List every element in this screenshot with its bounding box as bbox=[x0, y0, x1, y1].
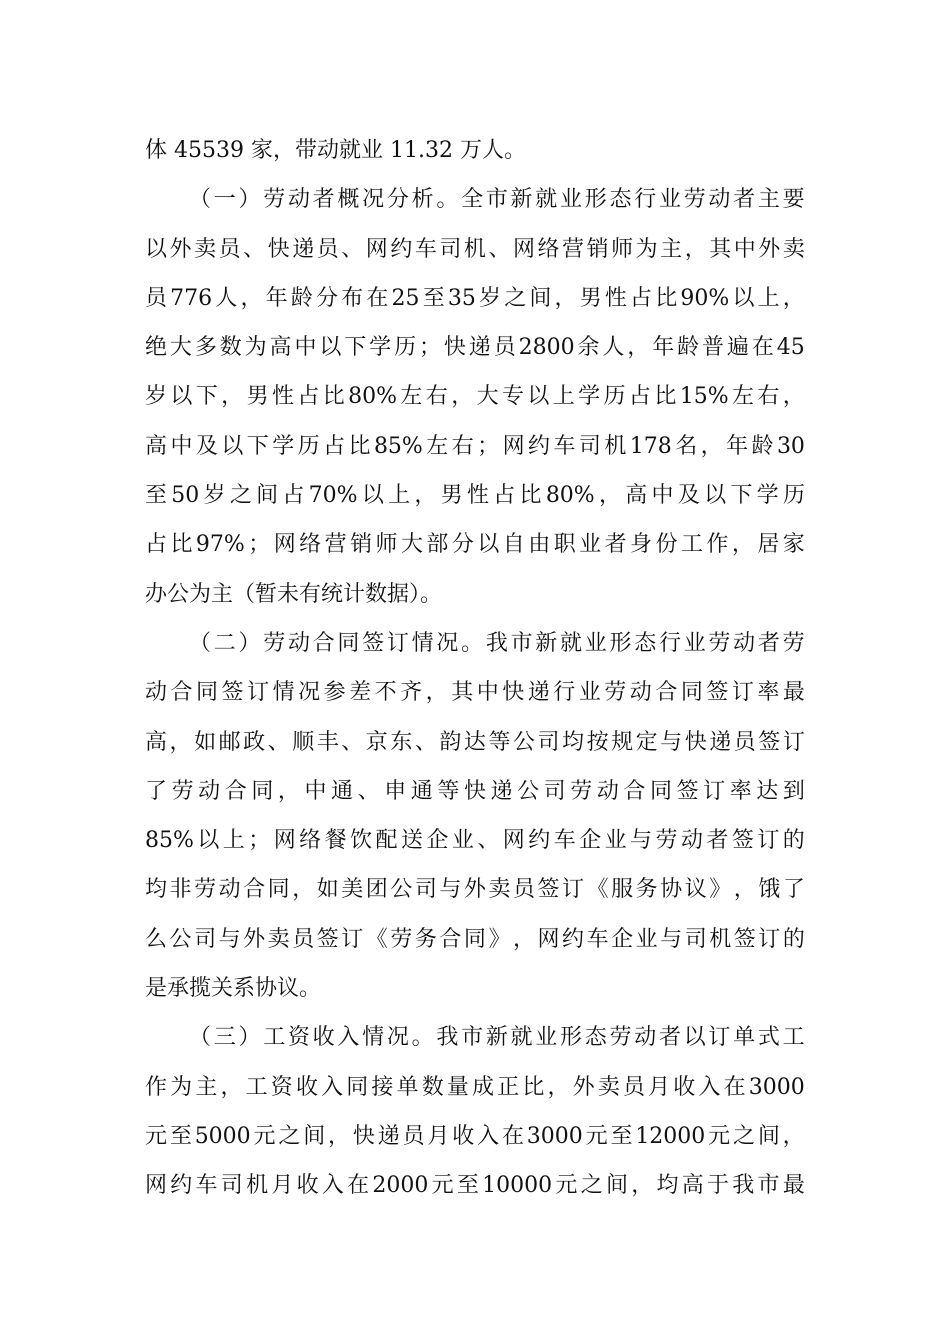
text-line: 办公为主（暂未有统计数据）。 bbox=[145, 581, 443, 607]
text-line: 员 776 人 ， 年 龄 分 布 在 25 至 35 岁 之 间 ， 男 性 占 比 90% 以 上 ， bbox=[145, 285, 805, 311]
text-line: 作 为 主 ， 工 资 收 入 同 接 单 数 量 成 正 比 ， 外 卖 员 月 收 入 在 3000 bbox=[145, 1074, 805, 1100]
paragraph bbox=[145, 126, 805, 175]
text-line: 岁 以 下 ， 男 性 占 比 80% 左 右 ， 大 专 以 上 学 历 占 比 15% 左 右 ， bbox=[145, 384, 805, 410]
text-line: 高 ， 如 邮 政 、 顺 丰 、 京 东 、 韵 达 等 公 司 均 按 规 定 与 快 递 员 签 订 bbox=[145, 729, 805, 755]
paragraph bbox=[145, 619, 805, 1013]
text-line: 么 公 司 与 外 卖 员 签 订 《 劳 务 合 同 》 ， 网 约 车 企 业 与 司 机 签 订 的 bbox=[145, 926, 805, 952]
document-page bbox=[145, 126, 805, 1211]
text-line: 至 50 岁 之 间 占 70% 以 上 ， 男 性 占 比 80% ， 高 中 及 以 下 学 历 bbox=[145, 483, 805, 509]
text-line: （ 二 ） 劳 动 合 同 签 订 情 况 。 我 市 新 就 业 形 态 行 业 劳 动 者 劳 bbox=[189, 630, 805, 656]
text-line: 动 合 同 签 订 情 况 参 差 不 齐 ， 其 中 快 递 行 业 劳 动 合 同 签 订 率 最 bbox=[145, 680, 805, 706]
text-line: 高 中 及 以 下 学 历 占 比 85% 左 右 ； 网 约 车 司 机 178 名 ， 年 龄 30 bbox=[145, 433, 805, 459]
text-line: 是承揽关系协议。 bbox=[145, 976, 322, 1002]
text-line: （ 一 ） 劳 动 者 概 况 分 析 。 全 市 新 就 业 形 态 行 业 劳 动 者 主 要 bbox=[189, 187, 805, 213]
text-line: 以 外 卖 员 、 快 递 员 、 网 约 车 司 机 、 网 络 营 销 师 为 主 ， 其 中 外 卖 bbox=[145, 236, 805, 262]
text-line: 绝 大 多 数 为 高 中 以 下 学 历 ； 快 递 员 2800 余 人 ， 年 龄 普 遍 在 45 bbox=[145, 335, 805, 361]
text-line: 85% 以 上 ； 网 络 餐 饮 配 送 企 业 、 网 约 车 企 业 与 劳 动 者 签 订 的 bbox=[145, 828, 805, 854]
text-line: 体 45539 家，带动就业 11.32 万人。 bbox=[145, 138, 526, 163]
text-line: 均 非 劳 动 合 同 ， 如 美 团 公 司 与 外 卖 员 签 订 《 服 务 协 议 》 ， 饿 了 bbox=[145, 877, 805, 903]
text-line: 网 约 车 司 机 月 收 入 在 2000 元 至 10000 元 之 间 ， 均 高 于 我 市 最 bbox=[145, 1173, 805, 1199]
text-line: 了 劳 动 合 同 ， 中 通 、 申 通 等 快 递 公 司 劳 动 合 同 签 订 率 达 到 bbox=[145, 778, 805, 804]
paragraph bbox=[145, 175, 805, 619]
text-line: （ 三 ） 工 资 收 入 情 况 。 我 市 新 就 业 形 态 劳 动 者 以 订 单 式 工 bbox=[189, 1025, 805, 1051]
text-line: 元 至 5000 元 之 间 ， 快 递 员 月 收 入 在 3000 元 至 12000 元 之 间 ， bbox=[145, 1123, 805, 1149]
text-line: 占 比 97% ； 网 络 营 销 师 大 部 分 以 自 由 职 业 者 身 份 工 作 ， 居 家 bbox=[145, 532, 805, 558]
paragraph bbox=[145, 1013, 805, 1210]
